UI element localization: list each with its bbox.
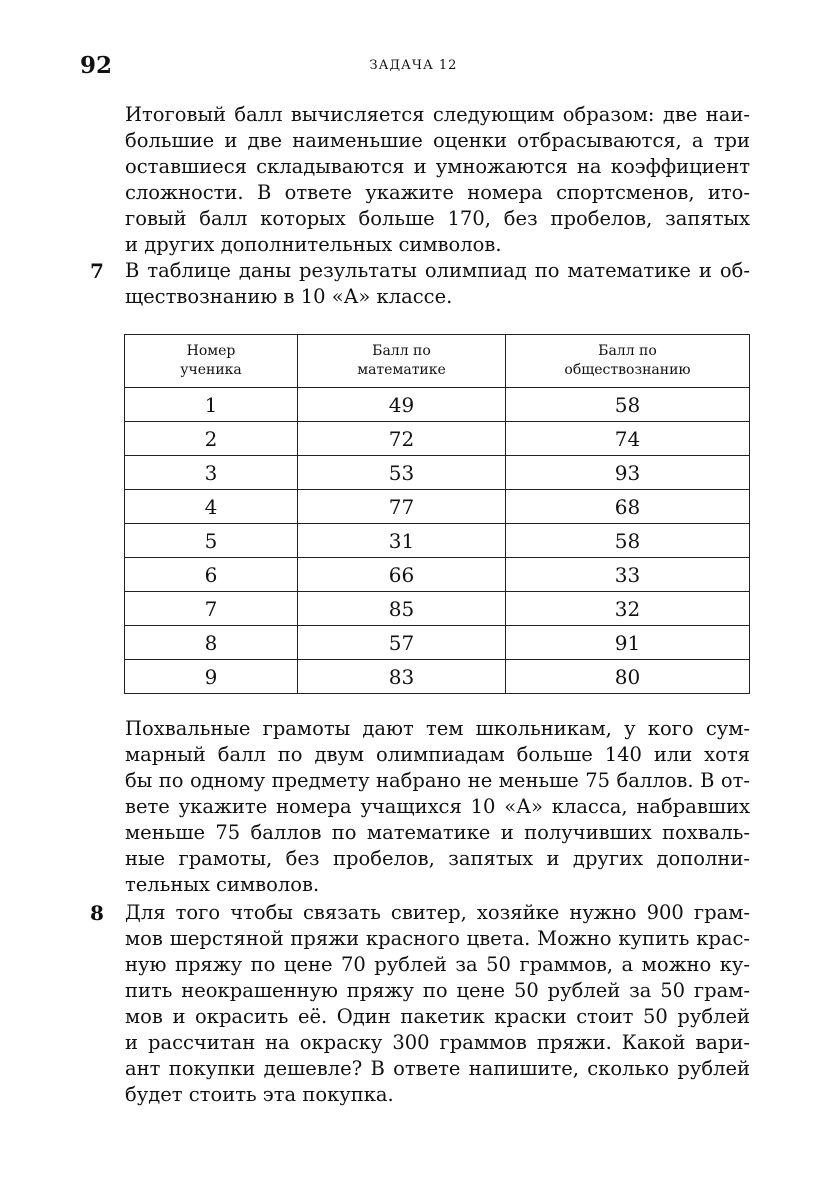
column-header-math: Балл по математике	[298, 335, 506, 388]
intro-paragraph	[125, 102, 750, 258]
table-row	[125, 490, 750, 524]
page-number: 92	[80, 52, 113, 79]
table-row	[125, 524, 750, 558]
text-line: и рассчитан на окраску 300 граммов пряжи. Какой вари-	[125, 1031, 750, 1054]
text-line: мов шерстяной пряжи красного цвета. Можно купить крас-	[125, 927, 750, 950]
table-cell: 7	[125, 592, 298, 626]
table-cell: 58	[506, 524, 750, 558]
table-cell: 91	[506, 626, 750, 660]
column-header-social: Балл по обществознанию	[506, 335, 750, 388]
running-title: ЗАДАЧА 12	[369, 58, 458, 73]
table-cell: 5	[125, 524, 298, 558]
task-7-intro	[125, 258, 750, 310]
table-cell: 33	[506, 558, 750, 592]
text-line: мов и окрасить её. Один пакетик краски стоит 50 рублей	[125, 1005, 750, 1028]
text-line: В таблице даны результаты олимпиад по математике и об-	[125, 259, 750, 282]
table-cell: 8	[125, 626, 298, 660]
table-cell: 74	[506, 422, 750, 456]
text-line: ант покупки дешевле? В ответе напишите, сколько рублей	[125, 1057, 750, 1080]
text-line: тельных символов.	[125, 873, 320, 896]
table-header-row	[125, 335, 750, 388]
table-cell: 77	[298, 490, 506, 524]
text-line: большие и две наименьшие оценки отбрасываются, а три	[125, 129, 750, 152]
table-cell: 9	[125, 660, 298, 694]
table-cell: 93	[506, 456, 750, 490]
table-row	[125, 422, 750, 456]
text-line: говый балл которых больше 170, без пробелов, запятых	[125, 207, 750, 230]
text-line: Итоговый балл вычисляется следующим образом: две наи-	[125, 103, 750, 126]
text-line: бы по одному предмету набрано не меньше 75 баллов. В от-	[125, 769, 750, 792]
text-line: вете укажите номера учащихся 10 «А» класса, набравших	[125, 795, 750, 818]
results-table	[124, 334, 750, 694]
task-8-text	[125, 900, 750, 1108]
table-cell: 1	[125, 388, 298, 422]
table-cell: 85	[298, 592, 506, 626]
text-line: пить неокрашенную пряжу по цене 50 рублей за 50 грам-	[125, 979, 750, 1002]
text-line: ществознанию в 10 «А» классе.	[125, 285, 453, 308]
text-line: марный балл по двум олимпиадам больше 140 или хотя	[125, 743, 750, 766]
table-cell: 31	[298, 524, 506, 558]
column-header-student: Номер ученика	[125, 335, 298, 388]
task-7-question	[125, 716, 750, 898]
text-line: оставшиеся складываются и умножаются на коэффициент	[125, 155, 750, 178]
text-line: Для того чтобы связать свитер, хозяйке нужно 900 грам-	[125, 901, 750, 924]
text-line: меньше 75 баллов по математике и получивших похваль-	[125, 821, 750, 844]
task-8-number: 8	[90, 901, 104, 925]
table-cell: 83	[298, 660, 506, 694]
table-cell: 2	[125, 422, 298, 456]
table-cell: 4	[125, 490, 298, 524]
text-line: ные грамоты, без пробелов, запятых и других дополни-	[125, 847, 750, 870]
text-line: и других дополнительных символов.	[125, 233, 502, 256]
text-line: сложности. В ответе укажите номера спортсменов, ито-	[125, 181, 750, 204]
task-7-number: 7	[90, 259, 104, 283]
table-cell: 6	[125, 558, 298, 592]
table-row	[125, 626, 750, 660]
table-row	[125, 558, 750, 592]
table-row	[125, 660, 750, 694]
table-cell: 57	[298, 626, 506, 660]
text-line: будет стоить эта покупка.	[125, 1083, 394, 1106]
table-cell: 68	[506, 490, 750, 524]
table-cell: 32	[506, 592, 750, 626]
table-cell: 80	[506, 660, 750, 694]
table-row	[125, 456, 750, 490]
text-line: ную пряжу по цене 70 рублей за 50 граммов, а можно ку-	[125, 953, 750, 976]
table-cell: 53	[298, 456, 506, 490]
table-row	[125, 592, 750, 626]
table-cell: 49	[298, 388, 506, 422]
table-cell: 3	[125, 456, 298, 490]
table-row	[125, 388, 750, 422]
table-cell: 58	[506, 388, 750, 422]
table-cell: 72	[298, 422, 506, 456]
text-line: Похвальные грамоты дают тем школьникам, у кого сум-	[125, 717, 750, 740]
table-cell: 66	[298, 558, 506, 592]
